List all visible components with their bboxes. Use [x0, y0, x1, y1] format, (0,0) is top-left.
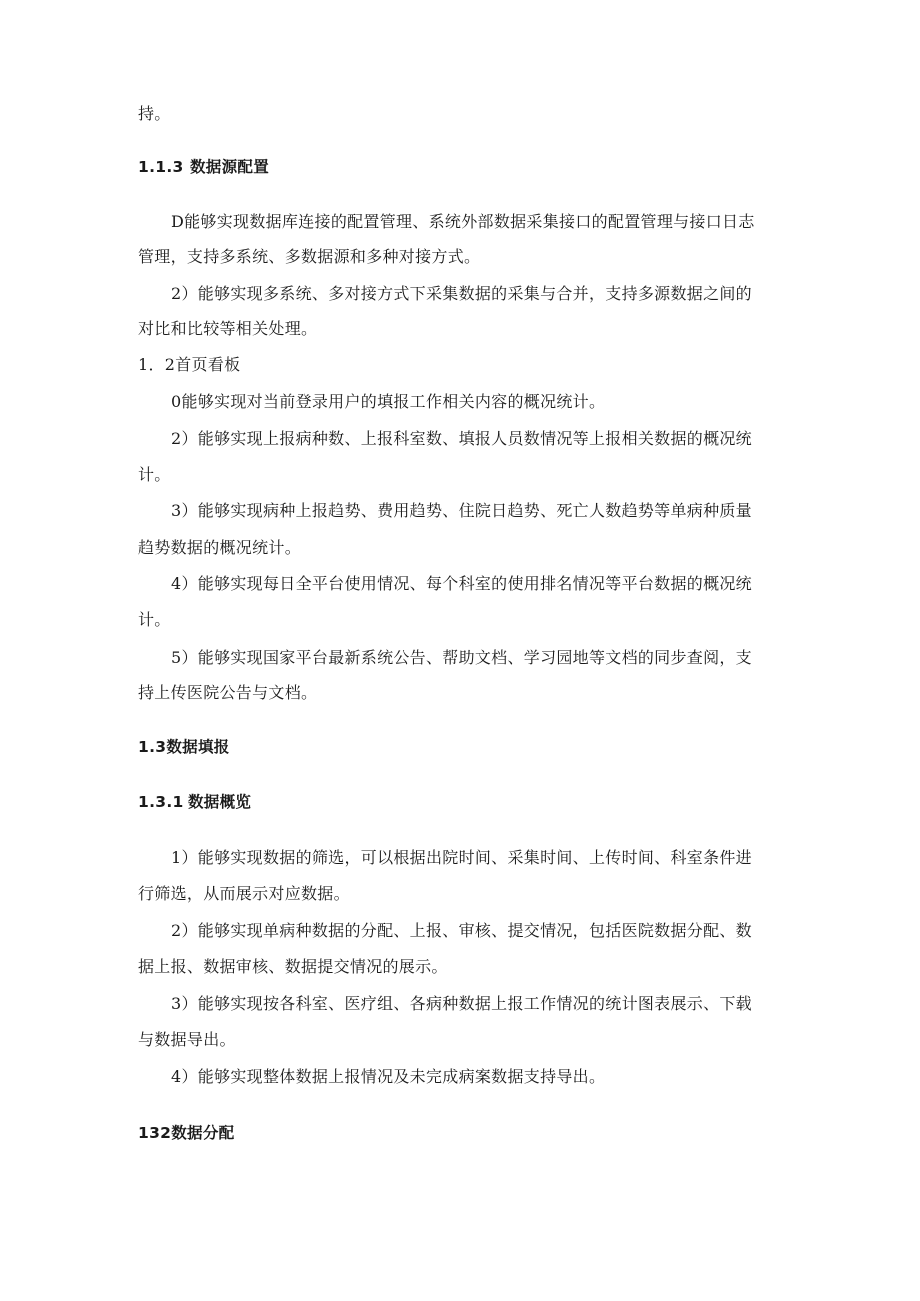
paragraph-line: D能够实现数据库连接的配置管理、系统外部数据采集接口的配置管理与接口日志 [171, 212, 755, 231]
section-heading-1-2: 1．2首页看板 [138, 355, 241, 374]
paragraph-line: 与数据导出。 [138, 1030, 236, 1049]
paragraph-line: 2）能够实现上报病种数、上报科室数、填报人员数情况等上报相关数据的概况统 [171, 429, 752, 448]
paragraph-line: 3）能够实现按各科室、医疗组、各病种数据上报工作情况的统计图表展示、下载 [171, 994, 752, 1013]
paragraph-line: 趋势数据的概况统计。 [138, 538, 302, 557]
intro-tail-text: 持。 [138, 104, 171, 123]
section-number: 1.3.1 [138, 793, 184, 811]
paragraph-line: 据上报、数据审核、数据提交情况的展示。 [138, 957, 448, 976]
paragraph-line: 4）能够实现每日全平台使用情况、每个科室的使用排名情况等平台数据的概况统 [171, 574, 752, 593]
section-title: 数据概览 [188, 793, 252, 811]
section-title: 数据源配置 [190, 158, 270, 176]
paragraph-line: 对比和比较等相关处理。 [138, 319, 318, 338]
paragraph-line: 2）能够实现单病种数据的分配、上报、审核、提交情况，包括医院数据分配、数 [171, 921, 752, 940]
paragraph-line: 计。 [138, 610, 171, 629]
paragraph-line: 3）能够实现病种上报趋势、费用趋势、住院日趋势、死亡人数趋势等单病种质量 [171, 501, 752, 520]
section-heading-1-3-1 [138, 792, 251, 812]
section-heading-1-1-3 [138, 157, 269, 177]
paragraph-line: 管理，支持多系统、多数据源和多种对接方式。 [138, 247, 481, 266]
section-number: 1.1.3 [138, 158, 184, 176]
section-heading-1-3-2: 132数据分配 [138, 1124, 235, 1142]
paragraph-line: 行筛选，从而展示对应数据。 [138, 884, 350, 903]
paragraph-line: 4）能够实现整体数据上报情况及未完成病案数据支持导出。 [171, 1067, 606, 1086]
paragraph-line: 持上传医院公告与文档。 [138, 683, 318, 702]
section-heading-1-3: 1.3数据填报 [138, 738, 230, 756]
paragraph-line: 5）能够实现国家平台最新系统公告、帮助文档、学习园地等文档的同步查阅，支 [171, 648, 752, 667]
paragraph-line: 2）能够实现多系统、多对接方式下采集数据的采集与合并，支持多源数据之间的 [171, 284, 752, 303]
paragraph-line: 计。 [138, 465, 171, 484]
paragraph-line: 1）能够实现数据的筛选，可以根据出院时间、采集时间、上传时间、科室条件进 [171, 848, 752, 867]
paragraph-line: 0能够实现对当前登录用户的填报工作相关内容的概况统计。 [171, 392, 606, 411]
